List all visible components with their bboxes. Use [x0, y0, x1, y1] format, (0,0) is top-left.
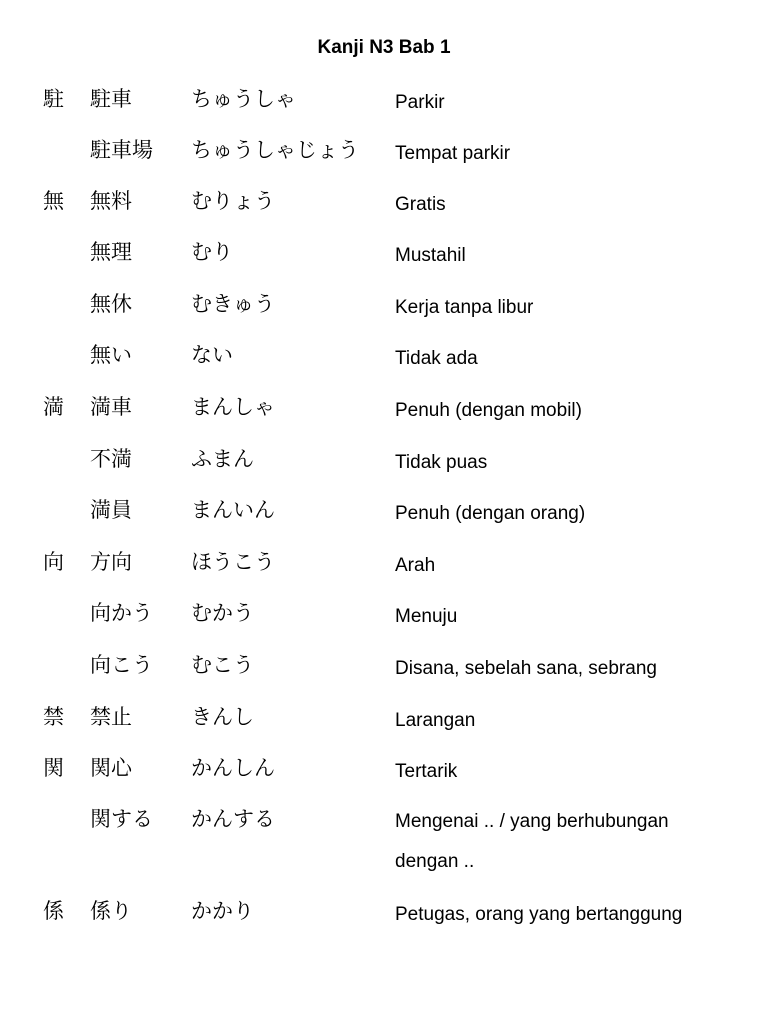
- vocab-row: [0, 755, 768, 795]
- vocab-row: [0, 188, 768, 228]
- vocab-reading: むり: [191, 240, 233, 264]
- vocab-word: 関心: [90, 756, 132, 780]
- vocab-word: 無理: [90, 240, 132, 264]
- vocab-meaning: Penuh (dengan mobil): [395, 400, 582, 421]
- vocab-word: 無料: [90, 189, 132, 213]
- vocab-meaning: Parkir: [395, 92, 445, 113]
- vocab-meaning: Gratis: [395, 194, 446, 215]
- vocab-meaning: Larangan: [395, 710, 476, 731]
- vocab-meaning: Arah: [395, 555, 436, 576]
- vocab-row: [0, 86, 768, 126]
- vocab-reading: ちゅうしゃ: [191, 87, 296, 111]
- vocab-meaning: Tertarik: [395, 761, 458, 782]
- vocab-word: 不満: [90, 447, 132, 471]
- vocab-word: 満員: [90, 498, 132, 522]
- vocab-row: [0, 806, 768, 886]
- vocab-meaning: Menuju: [395, 606, 458, 627]
- kanji-head: 向: [43, 550, 64, 574]
- vocab-word: 駐車場: [90, 138, 153, 162]
- vocab-word: 方向: [90, 550, 132, 574]
- vocab-reading: ない: [191, 343, 233, 367]
- vocab-word: 無休: [90, 292, 132, 316]
- vocab-reading: むりょう: [191, 189, 275, 213]
- vocab-row: [0, 446, 768, 486]
- vocab-word: 無い: [90, 343, 132, 367]
- vocab-word: 関する: [90, 807, 153, 831]
- vocab-meaning: Penuh (dengan orang): [395, 503, 586, 524]
- vocab-row: [0, 549, 768, 589]
- vocab-meaning: Tidak puas: [395, 452, 488, 473]
- vocab-meaning: Mustahil: [395, 245, 466, 266]
- kanji-head: 関: [43, 756, 64, 780]
- vocab-word: 向こう: [90, 653, 153, 677]
- vocab-reading: きんし: [191, 705, 254, 729]
- vocab-meaning: Mengenai .. / yang berhubungan dengan ..: [395, 811, 669, 872]
- vocab-word: 禁止: [90, 705, 132, 729]
- vocab-reading: ほうこう: [191, 550, 275, 574]
- vocab-row: [0, 137, 768, 177]
- vocab-meaning: Disana, sebelah sana, sebrang: [395, 658, 657, 679]
- vocab-row: [0, 497, 768, 537]
- vocab-word: 満車: [90, 395, 132, 419]
- vocab-word: 係り: [90, 899, 132, 923]
- vocab-reading: かかり: [191, 899, 254, 923]
- vocab-reading: むきゅう: [191, 292, 275, 316]
- vocab-row: [0, 600, 768, 640]
- vocab-reading: まんしゃ: [191, 395, 275, 419]
- kanji-head: 駐: [43, 87, 64, 111]
- kanji-head: 満: [43, 395, 64, 419]
- vocab-reading: かんしん: [191, 756, 275, 780]
- vocab-reading: まんいん: [191, 498, 275, 522]
- vocab-row: [0, 394, 768, 434]
- vocab-reading: ちゅうしゃじょう: [191, 138, 359, 162]
- vocab-row: [0, 704, 768, 744]
- vocab-row: [0, 342, 768, 382]
- kanji-head: 無: [43, 189, 64, 213]
- kanji-head: 係: [43, 899, 64, 923]
- kanji-head: 禁: [43, 705, 64, 729]
- vocab-row: [0, 652, 768, 692]
- vocab-meaning: Petugas, orang yang bertanggung: [395, 904, 683, 925]
- vocab-word: 駐車: [90, 87, 132, 111]
- page-title: Kanji N3 Bab 1: [317, 37, 451, 58]
- vocab-reading: むこう: [191, 653, 254, 677]
- vocab-meaning: Tidak ada: [395, 348, 478, 369]
- vocab-row: [0, 291, 768, 331]
- vocab-row: [0, 898, 768, 938]
- vocab-meaning: Tempat parkir: [395, 143, 511, 164]
- vocab-reading: かんする: [191, 807, 275, 831]
- vocab-reading: ふまん: [191, 447, 254, 471]
- vocab-reading: むかう: [191, 601, 254, 625]
- vocab-meaning: Kerja tanpa libur: [395, 297, 534, 318]
- vocab-row: [0, 239, 768, 279]
- vocab-word: 向かう: [90, 601, 153, 625]
